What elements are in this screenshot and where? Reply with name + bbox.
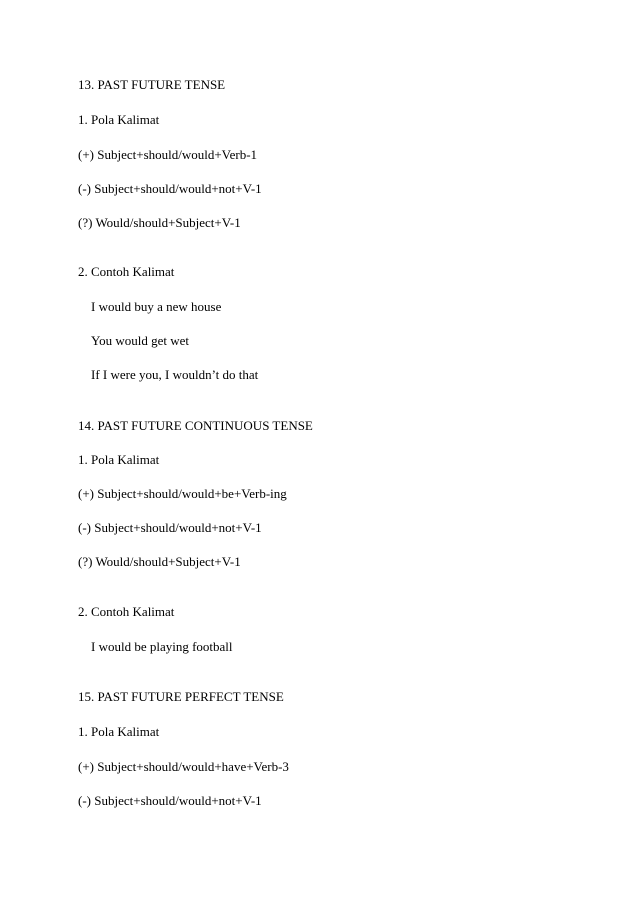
section-14-heading: 14. PAST FUTURE CONTINUOUS TENSE: [78, 418, 313, 433]
section-13-heading: 13. PAST FUTURE TENSE: [78, 77, 226, 92]
section-14-pattern-positive: (+) Subject+should/would+be+Verb-ing: [78, 486, 287, 501]
section-13-pattern-title: 1. Pola Kalimat: [78, 112, 160, 127]
section-14-pattern-title: 1. Pola Kalimat: [78, 452, 160, 467]
section-13-pattern-positive: (+) Subject+should/would+Verb-1: [78, 147, 258, 162]
section-14-examples-title: 2. Contoh Kalimat: [78, 604, 175, 619]
section-13-example-1: I would buy a new house: [91, 299, 222, 314]
section-15-pattern-title: 1. Pola Kalimat: [78, 724, 160, 739]
section-14-pattern-question: (?) Would/should+Subject+V-1: [78, 554, 241, 569]
section-13-example-2: You would get wet: [91, 333, 189, 348]
section-13-examples-title: 2. Contoh Kalimat: [78, 264, 175, 279]
section-15-heading: 15. PAST FUTURE PERFECT TENSE: [78, 689, 284, 704]
section-15-pattern-positive: (+) Subject+should/would+have+Verb-3: [78, 759, 289, 774]
section-13-pattern-negative: (-) Subject+should/would+not+V-1: [78, 181, 262, 196]
section-14-example-1: I would be playing football: [91, 639, 233, 654]
section-14-pattern-negative: (-) Subject+should/would+not+V-1: [78, 520, 262, 535]
section-15-pattern-negative: (-) Subject+should/would+not+V-1: [78, 793, 262, 808]
section-13-pattern-question: (?) Would/should+Subject+V-1: [78, 215, 241, 230]
section-13-example-3: If I were you, I wouldn’t do that: [91, 367, 259, 382]
